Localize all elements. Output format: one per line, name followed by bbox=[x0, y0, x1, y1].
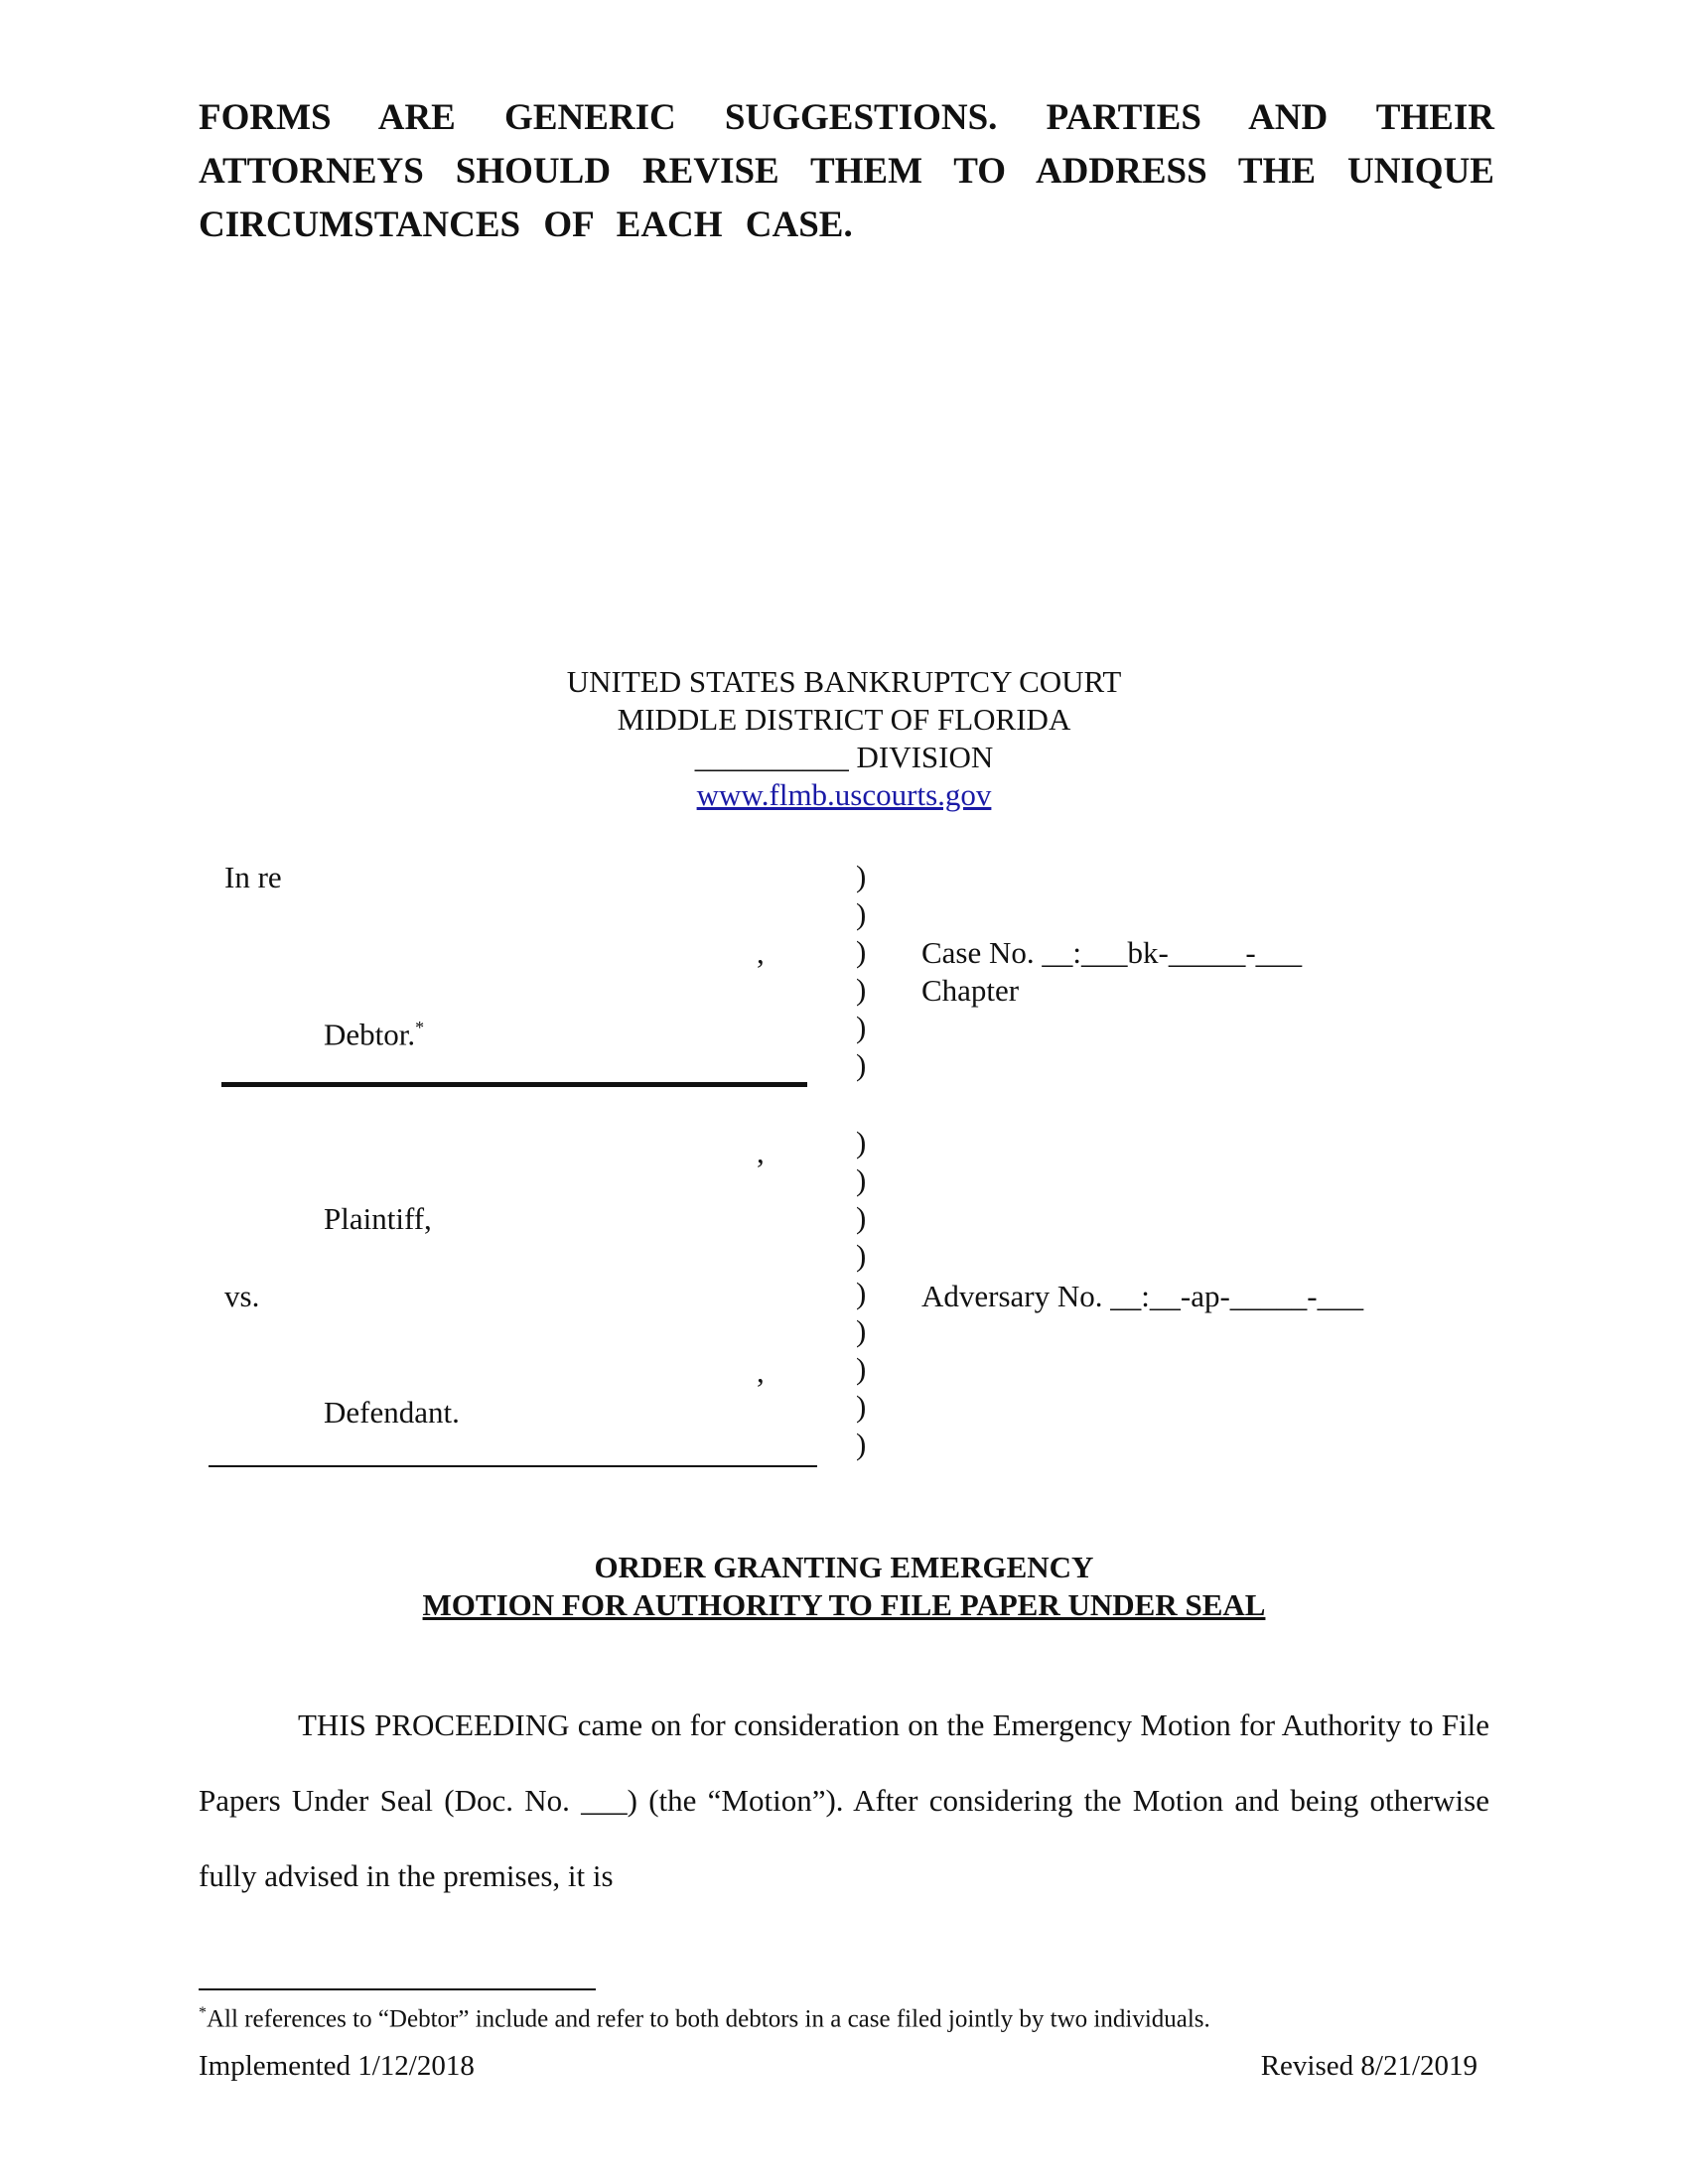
footnote-mark: * bbox=[199, 2004, 207, 2021]
caption-bottom-line bbox=[209, 1465, 817, 1467]
paren-column-top bbox=[856, 858, 866, 1084]
order-title bbox=[0, 1549, 1688, 1624]
footer-implemented: Implemented 1/12/2018 bbox=[199, 2050, 475, 2082]
paren: ) bbox=[856, 1389, 867, 1424]
footer-revised: Revised 8/21/2019 bbox=[1260, 2050, 1477, 2082]
paren: ) bbox=[856, 934, 867, 969]
court-name: UNITED STATES BANKRUPTCY COURT bbox=[566, 664, 1122, 699]
paren: ) bbox=[856, 1238, 867, 1273]
paren: ) bbox=[856, 859, 867, 893]
disclaimer-line-3: CIRCUMSTANCES OF EACH CASE. bbox=[199, 205, 853, 245]
plaintiff-name-comma: , bbox=[757, 1135, 765, 1169]
paren-column-bottom bbox=[856, 1124, 866, 1463]
defendant-name-comma: , bbox=[757, 1354, 765, 1389]
disclaimer bbox=[199, 91, 1494, 252]
paren: ) bbox=[856, 896, 867, 931]
debtor-footnote-mark: * bbox=[415, 1018, 425, 1037]
order-body-text: THIS PROCEEDING came on for consideration on the Emergency Motion for Authority to File Papers Under Seal (Doc. No. ___) (the “Motion”). After considering the Motion and being otherwise fully advised in the premises, it is bbox=[199, 1707, 1489, 1893]
debtor-text: Debtor. bbox=[324, 1017, 416, 1052]
paren: ) bbox=[856, 1313, 867, 1348]
chapter-label: Chapter bbox=[921, 973, 1020, 1008]
paren: ) bbox=[856, 1276, 867, 1310]
paren: ) bbox=[856, 1125, 867, 1160]
footnote bbox=[199, 1998, 1489, 2034]
in-re-label: In re bbox=[224, 860, 282, 894]
paren: ) bbox=[856, 972, 867, 1007]
vs-label: vs. bbox=[224, 1279, 260, 1313]
paren: ) bbox=[856, 1047, 867, 1082]
order-body bbox=[199, 1688, 1489, 1914]
order-title-line-2: MOTION FOR AUTHORITY TO FILE PAPER UNDER SEAL bbox=[422, 1587, 1266, 1622]
court-division: __________ DIVISION bbox=[694, 740, 994, 774]
court-district: MIDDLE DISTRICT OF FLORIDA bbox=[617, 702, 1071, 737]
defendant-label: Defendant. bbox=[324, 1395, 460, 1430]
footnote-text: All references to “Debtor” include and refer to both debtors in a case filed jointly by two individuals. bbox=[207, 2005, 1210, 2033]
paren: ) bbox=[856, 1010, 867, 1044]
disclaimer-line-2: ATTORNEYS SHOULD REVISE THEM TO ADDRESS THE UNIQUE bbox=[199, 151, 1494, 192]
court-heading bbox=[0, 663, 1688, 814]
debtor-name-comma: , bbox=[757, 935, 765, 970]
case-number: Case No. __:___bk-_____-___ bbox=[921, 935, 1303, 970]
paren: ) bbox=[856, 1200, 867, 1235]
footnote-separator bbox=[199, 1988, 596, 1990]
paren: ) bbox=[856, 1427, 867, 1461]
paren: ) bbox=[856, 1162, 867, 1197]
disclaimer-line-1: FORMS ARE GENERIC SUGGESTIONS. PARTIES AND THEIR bbox=[199, 97, 1494, 138]
paren: ) bbox=[856, 1351, 867, 1386]
order-title-line-1: ORDER GRANTING EMERGENCY bbox=[594, 1550, 1094, 1584]
plaintiff-label: Plaintiff, bbox=[324, 1201, 432, 1236]
debtor-label bbox=[324, 1010, 424, 1052]
caption-divider bbox=[221, 1082, 807, 1087]
court-website-link[interactable]: www.flmb.uscourts.gov bbox=[696, 777, 992, 812]
adversary-number: Adversary No. __:__-ap-_____-___ bbox=[921, 1279, 1364, 1313]
